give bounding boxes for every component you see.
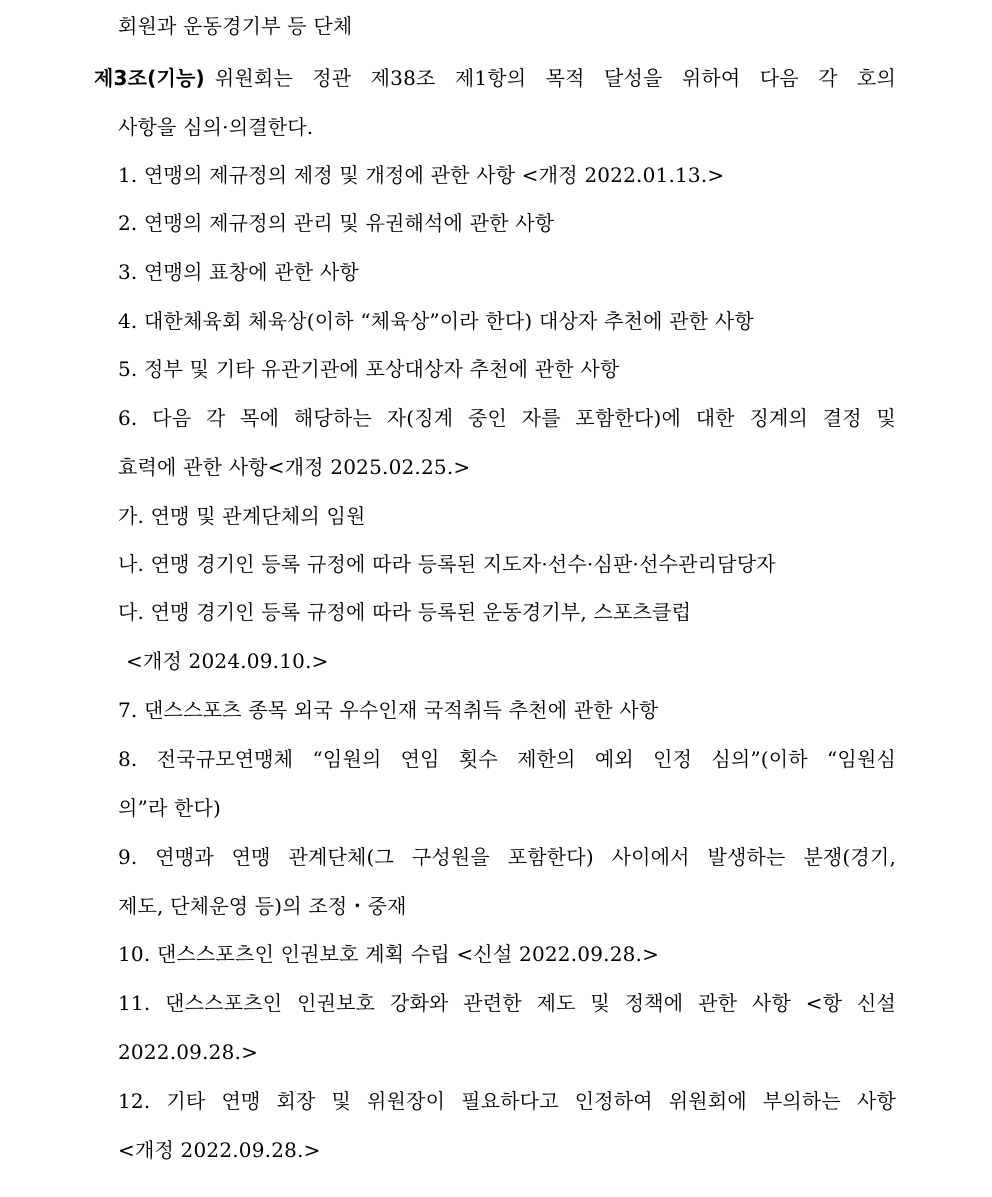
item-9-line1: 9. 연맹과 연맹 관계단체(그 구성원을 포함한다) 사이에서 발생하는 분쟁(경기, — [118, 845, 896, 869]
item-6-da-line1: 다. 연맹 경기인 등록 규정에 따라 등록된 운동경기부, 스포츠클럽 — [118, 600, 692, 624]
item-8-line2: 의”라 한다) — [118, 796, 222, 820]
item-12-line2: <개정 2022.09.28.> — [118, 1138, 321, 1162]
article-3-line2: 사항을 심의·의결한다. — [118, 115, 314, 139]
article-3-line1 — [94, 64, 896, 92]
article-title: 제3조(기능) — [94, 66, 205, 90]
item-5: 5. 정부 및 기타 유관기관에 포상대상자 추천에 관한 사항 — [118, 357, 620, 381]
item-10: 10. 댄스스포츠인 인권보호 계획 수립 <신설 2022.09.28.> — [118, 942, 660, 966]
item-6-line1: 6. 다음 각 목에 해당하는 자(징계 중인 자를 포함한다)에 대한 징계의 결정 및 — [118, 406, 896, 430]
item-9-line2: 제도, 단체운영 등)의 조정・중재 — [118, 894, 407, 918]
item-3: 3. 연맹의 표창에 관한 사항 — [118, 260, 359, 284]
item-11-line2: 2022.09.28.> — [118, 1040, 259, 1064]
item-11-line1: 11. 댄스스포츠인 인권보호 강화와 관련한 제도 및 정책에 관한 사항 <항 신설 — [118, 991, 896, 1015]
item-8-line1: 8. 전국규모연맹체 “임원의 연임 횟수 제한의 예외 인정 심의”(이하 “임원심 — [118, 747, 896, 771]
item-12-line1: 12. 기타 연맹 회장 및 위원장이 필요하다고 인정하여 위원회에 부의하는 사항 — [118, 1089, 896, 1113]
item-7: 7. 댄스스포츠 종목 외국 우수인재 국적취득 추천에 관한 사항 — [118, 698, 659, 722]
item-1: 1. 연맹의 제규정의 제정 및 개정에 관한 사항 <개정 2022.01.13.> — [118, 163, 725, 187]
item-6-line2: 효력에 관한 사항<개정 2025.02.25.> — [118, 455, 471, 479]
intro-line: 회원과 운동경기부 등 단체 — [118, 14, 353, 38]
item-6-ga: 가. 연맹 및 관계단체의 임원 — [118, 504, 366, 528]
item-2: 2. 연맹의 제규정의 관리 및 유권해석에 관한 사항 — [118, 211, 555, 235]
item-4: 4. 대한체육회 체육상(이하 “체육상”이라 한다) 대상자 추천에 관한 사항 — [118, 309, 754, 333]
item-6-da-line2: <개정 2024.09.10.> — [126, 649, 329, 673]
item-6-na: 나. 연맹 경기인 등록 규정에 따라 등록된 지도자·선수·심판·선수관리담당자 — [118, 552, 776, 576]
article-text-line1: 위원회는 정관 제38조 제1항의 목적 달성을 위하여 다음 각 호의 — [214, 66, 896, 90]
